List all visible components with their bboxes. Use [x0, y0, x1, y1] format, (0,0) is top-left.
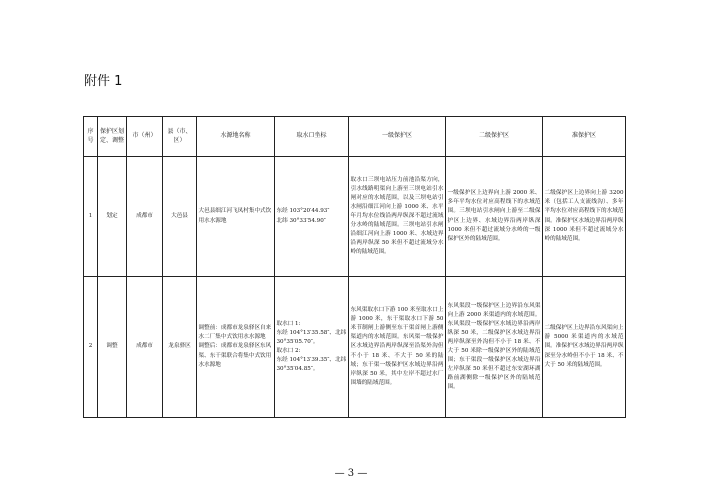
cell-zone2: 东风渠段一级保护区上边界沿东风渠向上游 2000 米渠道内的水域范围。东风渠段一级保护区水域边界沿两岸纵深 50 米，二级保护区水域边界沿两岸纵深至外沟但不小于 18 米、不大于 50 米除一级保护区外的陆域范围；东干渠段一级保护区水域边界沿左岸纵深 50 米但不超过东安湖环湖路前湖侧除一级保护区外的陆域范围。 — [446, 277, 543, 418]
header-zone-status: 保护区划定、调整 — [98, 117, 127, 157]
cell-source-name: 调整前：成都市龙泉驿区自来水二厂集中式饮用水水源地 调整后：成都市龙泉驿区东风渠、东干渠联合将集中式饮用水水源地 — [197, 277, 275, 418]
header-zone2: 二级保护区 — [446, 117, 543, 157]
header-intake-coords: 取水口坐标 — [275, 117, 349, 157]
table-row — [84, 277, 626, 418]
cell-zone2: 一级保护区上边界向上游 2000 米、多年平均水位对应高程线下的水域范围。三坝电站引水闸向上游至二级保护区上边界、水域边界沿两岸纵深 1000 米但不超过流域分水岭的一级保护区外的陆域范围。 — [446, 157, 543, 277]
attachment-title: 附件 1 — [84, 74, 123, 89]
cell-seq: 2 — [84, 277, 98, 418]
cell-quasi: 二级保护区上边界沿东风渠向上游 5000 米渠道内的水域范围。准保护区水域边界沿两岸纵深至分水岭但不小于 18 米、不大于 50 米的陆域范围。 — [543, 277, 626, 418]
cell-zone1: 取水口三坝电站压力前池沿渠方向，引水线路明渠向上游至三坝电站引水闸对应的水域范围，以及三坝电站引水闸沿细江河向上游 1000 米、水平年月均水位线沿两岸纵深不超过流域分水岭的陆域范围。三坝电站引水闸沿细江河向上游 1000 米、水域边界沿两岸纵深 50 米但不超过流域分水岭的陆域范围。 — [349, 157, 446, 277]
page-number: — 3 — — [334, 468, 368, 479]
cell-intake-coords: 东经 103°20′44.93″ 北纬 30°33′54.90″ — [275, 157, 349, 277]
table-header-row — [84, 117, 626, 157]
cell-county: 大邑县 — [163, 157, 197, 277]
header-zone1: 一级保护区 — [349, 117, 446, 157]
header-source-name: 水源地名称 — [197, 117, 275, 157]
cell-zone1: 东风渠取水口下游 100 米至取水口上游 1000 米，东干渠取水口下游 50 米节制闸上游侧至东干渠首闸上游侧渠道内的水域范围。东风渠一级保护区水域边界沿两岸纵深至沿渠外沟但不小于 18 米、不大于 50 米的陆域；东干渠一级保护区水域边界沿两岸纵深 50 米，其中左岸不超过水厂围墙的陆域范围。 — [349, 277, 446, 418]
cell-zone-status: 划定 — [98, 157, 127, 277]
cell-city: 成都市 — [127, 157, 163, 277]
cell-city: 成都市 — [127, 277, 163, 418]
cell-intake-coords: 取水口 1: 东经 104°13′35.58″、北纬 30°35′05.70″。 取水口 2: 东经 104°13′39.35″、北纬 30°35′04.85″。 — [275, 277, 349, 418]
table-row — [84, 157, 626, 277]
cell-seq: 1 — [84, 157, 98, 277]
cell-zone-status: 调整 — [98, 277, 127, 418]
cell-quasi: 二级保护区上边界向上游 3200 米（包括工人支流线沟）、多年平均水位对应高程线下的水域范围。准保护区水域边界沿两岸纵深 1000 米但不超过流域分水岭的陆域范围。 — [543, 157, 626, 277]
header-county: 县（市、区） — [163, 117, 197, 157]
header-quasi: 准保护区 — [543, 117, 626, 157]
protection-zone-table — [83, 116, 626, 418]
header-city: 市（州） — [127, 117, 163, 157]
header-seq: 序号 — [84, 117, 98, 157]
cell-source-name: 大邑县细江河飞凤村集中式饮用水水源地 — [197, 157, 275, 277]
cell-county: 龙泉驿区 — [163, 277, 197, 418]
